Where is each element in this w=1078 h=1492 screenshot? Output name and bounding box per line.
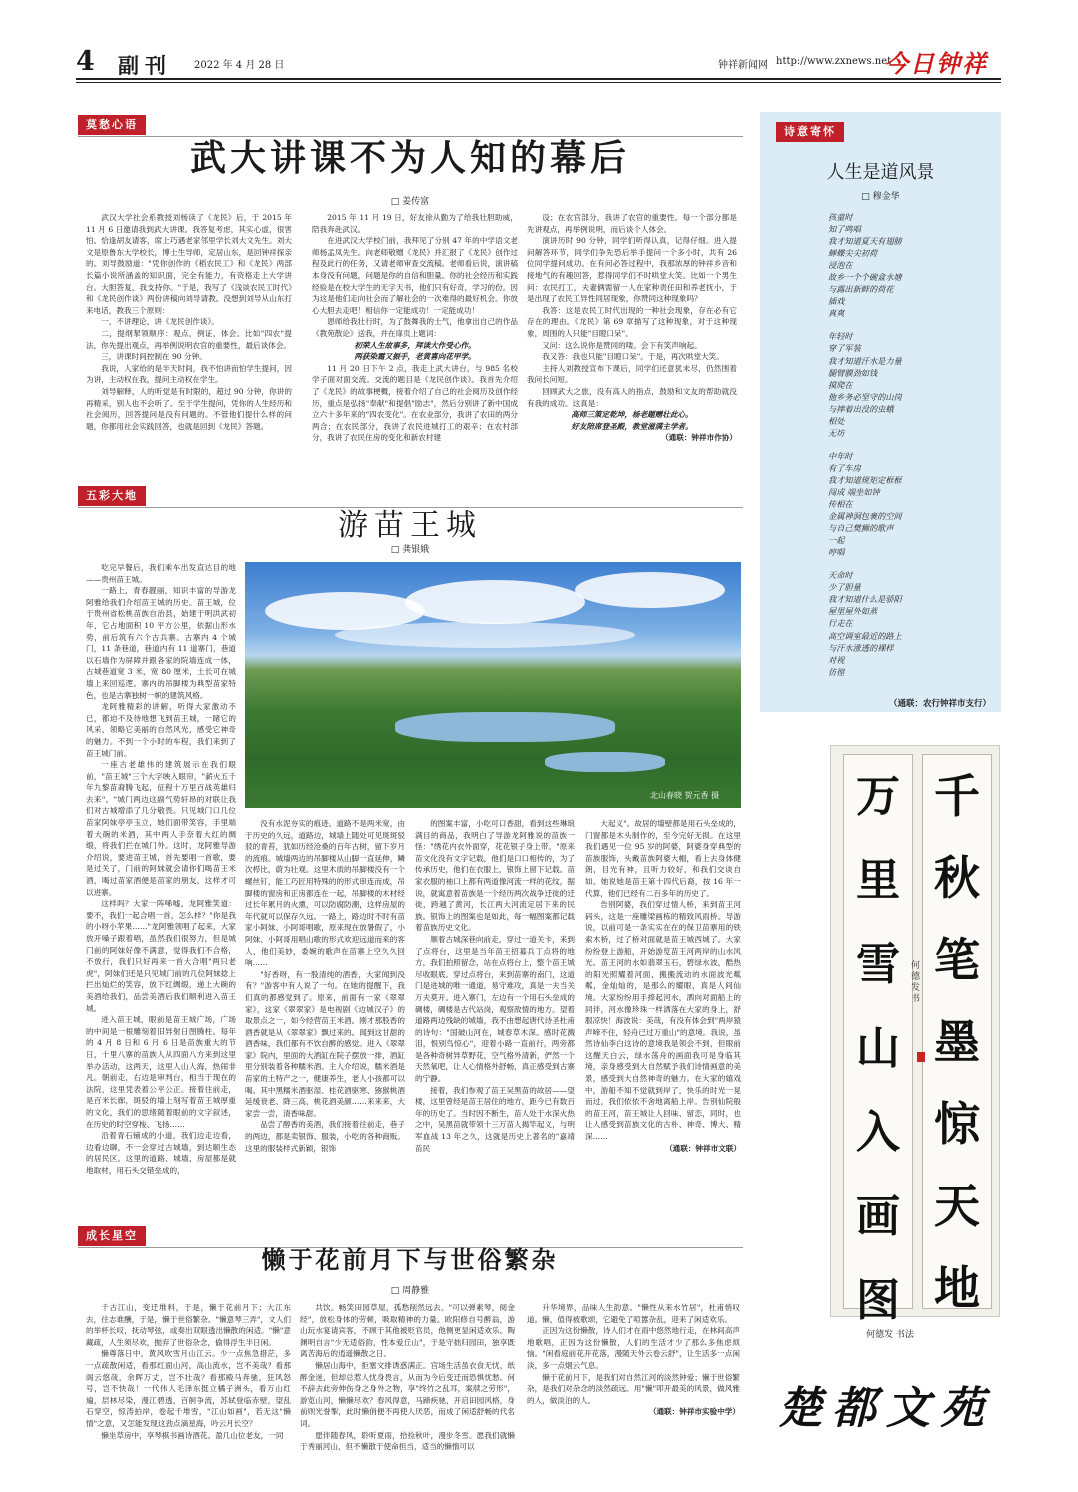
- paragraph: 懒坐草房中，享琴棋书画诗酒花。盈几山位老友，一同: [101, 1430, 284, 1440]
- inscription-line: 两获染霜又振手，老黄喜向花甲学。: [354, 352, 476, 362]
- column-logo: 楚都文苑: [778, 1383, 994, 1434]
- calligraphy-character: 里: [856, 855, 900, 906]
- poem-line: 知了鸣唱: [828, 224, 861, 235]
- paragraph: 我又答：我也只能"目瞪口呆"。于是，再次哄堂大笑。: [542, 352, 724, 362]
- paragraph: 正因为这份懒散，诗人们才在雨中悠然地行走，在林间高声地歌唱，正因为这份懒散，人们的生活才少了那么多焦虑烦恼。"闲看庭前花开花落，漫随天外云卷云舒"，让生活多一点闲淡，多一点烟云气息。: [527, 1326, 740, 1370]
- paragraph: 懒于花前月下，是我们对自然江河的淡然钟爱；懒于世俗繁杂，是我们对杂念的淡然疏远。用"懒"叩开最美的风景，做风雅的人，做淡泊的人。: [527, 1372, 740, 1405]
- poem-line: 穿了军装: [828, 343, 861, 354]
- article3-title: 懒于花前月下与世俗繁杂: [261, 1245, 559, 1274]
- masthead-rule: [76, 78, 1001, 80]
- article3-credit: （通联：钟祥市实验中学）: [648, 1407, 740, 1417]
- article2-credit: （通联：钟祥市文联）: [665, 1143, 741, 1153]
- calligraphy-character: 惊: [934, 1097, 980, 1151]
- paragraph: 一路上，青春靓丽，知识丰富的导游龙阿雅给我们介绍苗王城的历史。苗王城，位于贵州省松桃苗族自治县，始建于明洪武初年，它占地面积 10 平方公里，依据山形水势，前后筑有六个古兵寨。古寨内 4 个城门，11 条巷道，巷道内有 11 道寨门，巷道以石墙作为屏障并跟各家的院墙连成一体，古城巷道宽 3 米，宽 80 厘米，土长可在城墙上来回巡逻。寨内的吊脚楼为典型苗家特色，也是古寨独树一帜的建筑风格。: [86, 586, 236, 700]
- article2-column-4: [585, 818, 741, 1208]
- poem-line: 高空调室最近的路上: [828, 630, 902, 641]
- poem-line: 故乡一个个碗盒水塘: [828, 272, 902, 283]
- calligraphy-caption: 何德发 书法: [866, 1330, 914, 1340]
- poem-line: 与摔着出没的虫蛾: [828, 403, 894, 414]
- poem-line: 摸爬在: [828, 379, 853, 390]
- issue-date: 2022 年 4 月 28 日: [194, 60, 285, 71]
- poem-line: 他乡务必坚守的山岗: [828, 391, 902, 402]
- article1-column-1: [86, 212, 292, 462]
- paragraph: 龙阿雅精彩的讲解，听得大家激动不已，都迫不及待地想飞到苗王城，一睹它的风采，领略它美丽的自然风光，感受它神奇的魅力。不到一个小时的车程，我们来到了苗王城门前。: [86, 702, 236, 758]
- photo-cloud: [405, 580, 585, 624]
- paragraph: 我说，人家给的是半天时间，我不怕讲而怕学生提问，因为讲，主动权在我，提问主动权在学生。: [86, 363, 292, 385]
- poem-line: 对视: [828, 654, 845, 665]
- photo-cloud: [335, 622, 635, 648]
- landscape-photo: [245, 562, 741, 808]
- article3-byline: □ 周静雅: [80, 1283, 740, 1296]
- article2-column-3: [415, 818, 575, 1208]
- poem-credit: （通联：农行钟祥市支行）: [888, 699, 991, 709]
- poem-line: 屋里屋外如蒸: [828, 606, 878, 617]
- masthead: [76, 44, 1001, 78]
- poem-line: 传相在: [828, 499, 853, 510]
- calligraphy-character: 地: [934, 1261, 980, 1315]
- poem-line: 孩童时: [828, 212, 853, 222]
- paragraph: 大起义"。故居的墙壁都是用石头垒成的，门窗都是木头制作的，至今完好无损。在这里我们遇见一位 95 岁的阿婆，阿婆身穿典型的苗族服饰，头戴苗族阿婆大帽，看上去身体健朗，目光有神，且听力较好，和我们交谈自如。她说她是苗王第十四代后裔，按 16 年一代算，他们已经有二百多年的历史了。: [585, 819, 741, 898]
- poem-stanza: [828, 450, 993, 558]
- paragraph: 我答：这是农民工时代出现的一种社会现象，存在必有它存在的理由。《龙民》第 69 章描写了这种现象，对于这种现象，周围的人只能"目瞪口呆"。: [527, 305, 737, 338]
- calligraphy-character: 入: [856, 1107, 900, 1158]
- poem-title: 人生是道风景: [826, 162, 935, 183]
- poem-stanza: [828, 330, 993, 438]
- paragraph: 千古江山，变迁堆料，于是，懒于花前月下；大江东去，往志谁酬，于是，懒于世俗繁杂。"懒意琴三弄"，文人们的举杯长叹，抚动琴弦，或奏出双眼透出懒散的闲适。"懒"意藏疏，人生须尽欢，抛弃了世俗杂念，偷得浮生半日闲。: [86, 1303, 291, 1347]
- photo-cloud: [575, 572, 725, 608]
- calligraphy-character: 图: [856, 1275, 900, 1326]
- inscription-line: 初荣人生故事多，拜读大作受心作。: [354, 340, 476, 350]
- paragraph: "好香呀，有一股清纯的酒香，大家闻到没有？"游客中有人说了一句。在她的提醒下，我们真的都感觉到了。原来，前面有一家《翠翠家》，这家《翠翠家》是电视剧《边城汉子》的取景点之一，如今经营苗王米酒。刚才那股香的酒香就是从《翠翠家》飘过来的。闻到这甘甜的酒香味，我们都有不饮自醉的感觉。进入《翠翠家》院内，里面的大酒缸在院子摆放一排，酒缸里分别装着各种糯米酒。主人介绍说，糯米酒是苗家的土特产之一，健康养生，老人小孩都可以喝。其中黑糯米酒驱湿、桂花酒驱寒、猕猴桃酒延缓衰老、降三高，桃花酒美颜……来来来，大家尝一尝，清香味甜。: [245, 969, 405, 1118]
- poem-line: 行走在: [828, 618, 853, 629]
- article1-column-2: [312, 212, 518, 462]
- article1-credit: （通联：钟祥市作协）: [661, 433, 737, 443]
- poem-line: 彷徨: [828, 666, 845, 677]
- calligraphy-character: 雪: [856, 939, 900, 990]
- paragraph: 这样吗？大家一阵唏嘘，龙阿雅笑道：要不，我们一起合唱一首，怎么样？"你是我的小呀小苹果……"龙阿雅领唱了起来，大家放开嗓子跟着唱，虽然我们很努力，但是城门前的阿妹好像不满意，觉得我们不合格，不放行，我们只好再来一首大合唱"两只老虎"，阿妹们还是只见城门前的几位阿妹捻上拦出灿烂的笑容，放下红绸缎，递上大碗的美酒给我们，品尝美酒后我们顺利进入苗王城。: [86, 899, 236, 1013]
- paragraph: 升华境界，品味人生韵意。"懒性从来水竹居"，杜甫悄叹道。懒，值得被歌颂，它避免了喧嚣杂乱，迎来了闲适欢乐。: [527, 1303, 740, 1324]
- page-number: 4: [76, 46, 95, 77]
- poem-author: □ 穆金华: [760, 189, 1001, 202]
- paragraph: 懒尊落日中，黄风吹雪月山江云。少一点焦急措茫，多一点疏散闲适，看那红面山河，高山流水，岂不美哉？看那阁云悠哉，余晖万丈，岂不壮哉？看那殿马奔驰，狂风怒号，岂不快哉！一代伟人毛泽东挺立橘子洲头，看万山红遍，层林尽染，漫江碧透，百舸争流，苏轼登临赤壁，望乱石穿空，惊涛拍岸，卷起千堆雪，"江山如画"，若无这"懒情"之意，又怎能发现这劲点滴星海，吟云月长空？: [86, 1349, 291, 1428]
- paragraph: 一，不讲理论，讲《龙民创作谈》。: [101, 317, 219, 327]
- poem-line: 中年时: [828, 450, 853, 461]
- calligraphy-character: 画: [856, 1191, 900, 1242]
- column-tag-shiyi: 诗意寄怀: [776, 122, 844, 142]
- paragraph: 接着，我们参观了苗王吴黑苗的故居——望楼，这里曾经是苗王居住的地方，距今已有数百年的历史了。当时因不断生，苗人处于水深火热之中，吴黑苗就带领十三万苗人揭竿起义，与明军血战 13 年之久，这就是历史上著名的"嘉靖苗民: [415, 1085, 575, 1153]
- calligraphy-signature: 何德发书: [911, 961, 921, 1004]
- article2-title: 游苗王城: [338, 508, 482, 543]
- calligraphy-character: 万: [856, 771, 900, 822]
- poem-stanza: [828, 211, 993, 319]
- paragraph: 进入苗王城，眼前是苗王城广场，广场的中间是一根雕刻着旧异射日图腾柱。每年的 4 月 8 日和 6 月 6 日是苗族重大的节日，十里八寨的苗族人从四面八方来到这里举办活动，这两天，这里人山人海，热闹非凡。朝前走，右边是审判台，相当于现在的法院，这里凭表着公平公正。接着往前走，是百米长廊，斑驳的墙上刻写着苗王城厚重的文化，我们的思绪随着眼前的文字叙述，在历史的时空穿梭、飞扬……: [86, 1015, 236, 1129]
- poem-line: 年轻时: [828, 331, 853, 342]
- calligraphy-character: 山: [856, 1023, 900, 1074]
- paragraph: 回顾武大之旅，没有高人的指点，鼓励和文友的帮助就没有我的成功。这真是：: [527, 386, 737, 408]
- paragraph: 共饮。畅笑田园草屋，孤愁削然远去。"可以弹素琴，阅金经"，放松身体的劳顿，吸取精神的力量。欧阳修自号醉翁，游山玩水宴请宾客，不顾于其他被贬官员，他侧更显闲适欢乐。陶渊明自言"少无适俗韵，性本爱丘山"，于是守拙归园田，独享既离苦海后的逍遥懒散之日。: [300, 1303, 515, 1359]
- poem-line: 少了胆量: [828, 582, 861, 593]
- article1-byline: □ 姜传富: [80, 194, 740, 207]
- paragraph: 三，讲课时间控制在 90 分钟。: [101, 352, 207, 362]
- calligraphy-scroll-left: [843, 754, 913, 1326]
- stanza-gap: [828, 439, 993, 450]
- paragraph: 愿伴随春风，聆听夏雨，拾捡秋叶，漫步冬雪。愿我们就懒于秀丽河山，但不懒散于使命担当，适当的懒惰可以: [300, 1430, 515, 1452]
- paragraph: 吃完早餐后，我们乘车出发直达目的地——贵州苗王城。: [86, 563, 236, 584]
- poem-line: 插戏: [828, 296, 845, 307]
- calligraphy-scroll-right: [922, 754, 992, 1315]
- poem-stanza: [828, 569, 993, 677]
- site-name: 钟祥新闻网: [718, 60, 768, 71]
- photo-caption: 北山春晓 贺元香 摄: [650, 791, 720, 800]
- paragraph: 的图案丰富，小吃可口香甜，看到这些琳琅满目的商品，我明白了导游龙阿雅说的苗族一怪："绣花内衣外面穿，花花银子身上带。"原来苗文化没有文字记载，他们是口口相传的，为了传承历史，他们在衣服上，银饰上留下记载。苗家衣服的袖口上都有两道像河流一样的花纹，据说，就寓意着苗族是一个经历两次战争迁徙的迁徙，跨越了黄河，长江两大河流定居下来的民族。银饰上的图案也是如此，每一幅图案都记载着苗族历史文化。: [415, 819, 575, 933]
- site-url[interactable]: http://www.zxnews.net: [776, 56, 892, 67]
- calligraphy-character: 笔: [934, 933, 980, 987]
- paragraph: 二，提纲挈领顺序：观点，例证，体会。比如"四农"提法，你先提出观点，再举例说明农官的重要性，最后谈体会。: [86, 328, 292, 350]
- article2-byline: □ 龚银娥: [80, 542, 740, 555]
- poem-line: 相处: [828, 415, 845, 426]
- paragraph: 刘导解释，人的听觉是有时限的，超过 90 分钟，你讲的再精采，别人也不会听了。至于学生提问，凭你的人生经历和社会阅历，回答提问是没有问题的。不管他们提什么样的问题，你都用社会实践回答，也就是回到《龙民》答题。: [86, 386, 292, 431]
- poem-line: 浸泡在: [828, 260, 853, 271]
- masthead-rule-thin: [76, 82, 1001, 83]
- verse-line: 好友陪席登圣殿，教堂滋满主学者。: [571, 421, 693, 431]
- paragraph: 演讲历时 90 分钟，同学们听得认真，记得仔细。进入提问解答环节，同学们争先恐后举手提问一个多小时，共有 26 位同学提问成功。在有问必答过程中，我那浓厚的钟祥乡音和接地气的有趣回答，惹得同学们不时哄堂大笑。比如一个男生问：农民打工，夫妻俩需留一人在家种责任田和养老抚小，于是出现了农民工异性同居现象，你赞同这种现象吗？: [527, 236, 737, 304]
- poem-line: 哼唱: [828, 547, 845, 558]
- seal-stamp: [917, 1052, 925, 1062]
- stanza-gap: [828, 319, 993, 330]
- poem-line: 我才知道夏天有翅膀: [828, 236, 902, 247]
- poem-line: 我才知道汗水是力量: [828, 355, 902, 366]
- poem-line: 一起: [828, 535, 845, 546]
- article1-column-3: [527, 212, 737, 462]
- poem-line: 真爽: [828, 308, 845, 319]
- column-tag-mochou: 莫愁心语: [78, 115, 146, 135]
- poem-line: 天命时: [828, 570, 853, 581]
- article2-column-1: [86, 562, 236, 1208]
- poem-body: [828, 211, 993, 678]
- paragraph: 武汉大学社会系教授刘杨读了《龙民》后，于 2015 年 11 月 6 日邀请我到武大讲课。我答复考虑，其实心虚，很害怕。恰逢胡友请客，席上巧遇老家邻里学长刘大文先生。刘大文是原鲁东大学校长，博士生导师，定居山东，是回钟祥探亲的。刘导鼓励道："凭你创作的《稻农民工》和《龙民》两部长篇小说所涵盖的知识面，完全有能力，有资格走上大学讲台。大胆答复，我支持你。"于是，我写了《浅谈农民工时代》和《龙民创作谈》两份讲稿向刘导请教。没想到刘导从山东打来电话，教我三个原则：: [86, 213, 292, 315]
- paragraph: 主持人刘教授宣布下课后，同学们还意犹未尽，仍然围着我问长问短。: [527, 363, 737, 385]
- column-tag-chengzhang: 成长星空: [78, 1226, 146, 1246]
- poem-line: 与汗水涨透的裸样: [828, 642, 894, 653]
- calligraphy-character: 墨: [934, 1015, 980, 1069]
- paragraph: 在进武汉大学校门前，我拜见了分别 47 年的中学语文老师杨孟凤先生。向老师敬赠《龙民》并汇报了《龙民》创作过程及此行的任务，又请老师审查交流稿。老师看后说，演讲稿本身没有问题，问题是你的自信和胆量。你的社会经历和实践经验是在校大学生的无字天书，他们只有好奇，学习的份。因为这是他们走向社会而了解社会的一次难得的最好机会。你放心大胆去走吧！相信你一定能成功！一定能成功！: [312, 236, 518, 315]
- paragraph: 设；在农官部分，我讲了农官的重要性。每一个部分都是先讲观点，再举例说明，而后谈个人体会。: [527, 213, 737, 234]
- paper-logo: 今日钟祥: [884, 49, 988, 78]
- article2-column-2: [245, 818, 405, 1208]
- poem-line: 我才知道什么是骄阳: [828, 594, 902, 605]
- poem-line: 无坊: [828, 427, 845, 438]
- photo-river: [395, 712, 615, 742]
- article3-column-3: [527, 1302, 740, 1452]
- paragraph: 又问：这么说你是赞同的喽。会下有笑声响起。: [542, 340, 702, 350]
- paragraph: 一座古老雄伟的建筑展示在我们眼前，"苗王城"三个大字映入眼帘，"薪火五千年九黎苗裔腾飞起，征程十万里百战英雄归去来"。"城门两边这副气势轩昂的对联让我们对古城增添了几分敬畏。只见城门口几位苗家阿妹亭亭玉立，她们面带笑容，手里端着大碗的米酒，其中两人手奈着大红的绸缎，将我们拦在城门外。这时，龙阿雅导游介绍说，要进苗王城，首先要唱一首歌，要是过关了，门前的阿妹就会请你们喝苗王米酒，喝过苗家酒便是苗家的朋友，这样才可以进寨。: [86, 760, 236, 897]
- paragraph: 2015 年 11 月 19 日，好友徐从勤为了给我壮胆助威，陪我奔赴武汉。: [312, 213, 518, 234]
- stanza-gap: [828, 558, 993, 569]
- poem-line: 金属神洞包裹的空间: [828, 511, 902, 522]
- poem-line: 与露出新鲜的荷花: [828, 284, 894, 295]
- column-tag-wucai: 五彩大地: [78, 486, 146, 506]
- section-name: 副刊: [118, 53, 172, 78]
- paragraph: 11 月 20 日下午 2 点，我走上武大讲台，与 985 名校学子面对面交流。交流的题目是《龙民创作谈》。我首先介绍了《龙民》的故事梗概，接着介绍了自己的社会阅历及创作经历，重点是弘扬"奉献"和提倡"励志"，然后分别讲了新中国成立六十多年来的"四农变化"。在农业部分，我讲了农田的两分两合；在农民部分，我讲了农民进城打工的艰辛；在农村部分，我讲了农民住房的变化和新农村建: [312, 363, 518, 443]
- paragraph: 告别阿婆，我们穿过情人桥，来到苗王河码头，这是一座雕梁画栋的精致风雨桥。导游说，以前可是一条实实在在的保卫苗寨用的铁索木桥，过了桥对面就是苗王城西城了。大家纷纷登上游船，开始游览苗王河两岸的山水风光。苗王河的水如翡翠玉石，碧绿水波，酷热的阳光照耀着河面，搬搬流动的水面波光粼粼，金灿灿的，是那么的耀眼，真是人间仙境。大家纷纷用手捧起河水，洒向对面船上的同伴，河水像珍珠一样洒落在大家的身上，舒服凉快！海波说：美哉，有没有体会到"两岸猿声啼不住，轻舟已过万重山"的意境。我说，虽然诗仙李白这诗的意境我是领会不到，但眼前这醒天白云，绿水荡舟的画面我可是身临其境，亲身感受到大自然赋予我们诗情画意的美景，感受到大自然神奇的魅力。在大家的嬉戏中，游船不知不觉就到岸了，快乐的时光一晃而过，我们依依不舍地离船上岸。告别仙院般的苗王河，苗王城让人回味、留恋，同时，也让人感受到苗族文化的古朴、神奇、博大、精深……: [585, 900, 741, 1142]
- poem-line: 有了车房: [828, 462, 861, 473]
- photo-river: [545, 752, 665, 772]
- paragraph: 沿着青石铺成的小道，我们边走边看，边看边聊，不一会穿过古城墙，到达顺生态的居民区。这里的道路、城墙、房屋都是就地取材，用石头交错垒成的，: [86, 1131, 236, 1175]
- article3-column-1: [86, 1302, 291, 1452]
- calligraphy-character: 千: [934, 769, 980, 823]
- paragraph: 没有水泥夯实的痕迹。道路不是两米宽，由于历史的久远，道路边，城墙上随处可见斑斑驳驳的青苔，犹如历经沧桑的百年古树，留下岁月的流痕。城墙两边的吊脚楼从山脚一直延伸，鳞次栉比，蔚为壮观。这里木质的吊脚楼没有一个螺丝钉，能工巧匠用特殊的的形式串连而成，吊脚楼的窗房和正房都连在一起，吊脚楼的木材经过长年累月的火熏，可以防腐防潮，这样房屋的年代就可以保存久远。一路上，路边时不时有苗家小阿妹、小阿哥唱歌，原来现在放暑假了，小阿妹、小阿哥用唱山歌的形式欢迎远道而来的客人，他们美妙，委婉的歌声在苗寨上空久久回响……: [245, 819, 405, 968]
- paragraph: 懒居山海中，拒塞文排诱惑满正。宫场生活虽衣食无忧，纸醉金迷，但却总惹人忧身畏言，从而为今后变迁而恐惧忧愁。何不辞去此旁伸伤身之身外之物，享"终竹之乱耳，案牍之劳形"，游览山河，懒懒尽欢？春风得意，马蹄疾驰，开启田园风格，身前则光誉掣，此时懒俏便不再使人厌恶，而成了闲适舒畅的代名词。: [300, 1360, 515, 1428]
- poem-line: 蝉蝶尖尖初荷: [828, 248, 878, 259]
- poem-line: 我才知道规矩定框框: [828, 474, 902, 485]
- article3-column-2: [300, 1302, 515, 1452]
- calligraphy-character: 天: [934, 1179, 980, 1233]
- paragraph: 品尝了醇香的美酒，我们接着往前走，巷子的两边，都是卖银饰、服装，小吃的各种商贩。这里的服装样式新颖，银饰: [245, 1120, 405, 1153]
- article1-title: 武大讲课不为人知的幕后: [189, 137, 630, 179]
- paragraph: 顺着古城深巷向前走，穿过一道关卡，来到了点将台，这里是当年苗王招募兵丁点将的地方，我们拍照留念，站在点将台上，整个苗王城尽收眼底。穿过点将台，来到苗寨的南门，这道门是进城的唯一通道，易守难攻，真是一夫当关万夫莫开。进入寨门，左边有一个用石头垒成的碉楼，碉楼是古代站岗，观察敌情的地方。望着道路两边残缺的城墙，我不由想起唐代诗圣杜甫的诗句："国破山河在，城春草木深。感时花溅泪，恨别鸟惊心"，迎着小路一直前行，两旁都是各种奇树异草野花，空气格外清新，俨然一个天然氧吧，让人心情格外舒畅，真正感受到古寨的宁静。: [415, 934, 575, 1084]
- verse-line: 高师三策定乾坤，杨老题赠壮此心。: [571, 410, 693, 420]
- calligraphy-artwork: [830, 745, 1000, 1326]
- poem-line: 与自己樊狮的歌声: [828, 523, 894, 534]
- calligraphy-character: 秋: [934, 851, 980, 905]
- poem-line: 腿臂膜劲如钱: [828, 367, 878, 378]
- paragraph: 恩师给我壮行时，为了鼓舞我的士气，他拿出自己的作品《教苑散论》送我，并在扉页上题词：: [312, 317, 518, 338]
- poem-line: 闯成 端坐如钟: [828, 486, 880, 497]
